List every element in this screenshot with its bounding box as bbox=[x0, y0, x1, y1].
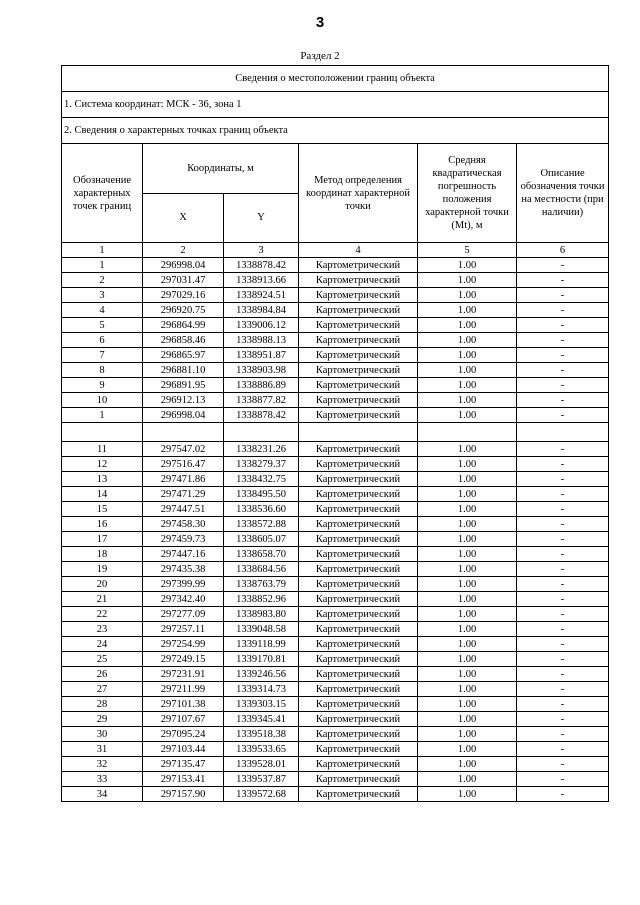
table-row bbox=[62, 757, 609, 772]
point-number: 30 bbox=[62, 727, 143, 742]
column-number: 6 bbox=[517, 243, 609, 258]
description: - bbox=[517, 517, 609, 532]
error: 1.00 bbox=[418, 333, 517, 348]
error: 1.00 bbox=[418, 502, 517, 517]
header-error: Средняя квадратическая погрешность положения характерной точки (Mt), м bbox=[418, 144, 517, 243]
error: 1.00 bbox=[418, 787, 517, 802]
table-row bbox=[62, 532, 609, 547]
coord-y: 1338924.51 bbox=[224, 288, 299, 303]
coord-x: 296998.04 bbox=[143, 408, 224, 423]
description: - bbox=[517, 742, 609, 757]
description: - bbox=[517, 787, 609, 802]
coord-y: 1338903.98 bbox=[224, 363, 299, 378]
points-title: 2. Сведения о характерных точках границ объекта bbox=[62, 118, 609, 144]
point-number: 31 bbox=[62, 742, 143, 757]
error: 1.00 bbox=[418, 742, 517, 757]
table-row bbox=[62, 517, 609, 532]
description: - bbox=[517, 652, 609, 667]
description: - bbox=[517, 442, 609, 457]
description: - bbox=[517, 697, 609, 712]
error: 1.00 bbox=[418, 442, 517, 457]
table-row bbox=[62, 318, 609, 333]
coord-x: 296881.10 bbox=[143, 363, 224, 378]
description: - bbox=[517, 502, 609, 517]
coord-y: 1338536.60 bbox=[224, 502, 299, 517]
table-row bbox=[62, 457, 609, 472]
coord-x: 297107.67 bbox=[143, 712, 224, 727]
method: Картометрический bbox=[299, 408, 418, 423]
description: - bbox=[517, 547, 609, 562]
empty-cell bbox=[224, 423, 299, 442]
coord-x: 297342.40 bbox=[143, 592, 224, 607]
method: Картометрический bbox=[299, 727, 418, 742]
empty-cell bbox=[418, 423, 517, 442]
header-coords: Координаты, м bbox=[143, 144, 299, 194]
method: Картометрический bbox=[299, 378, 418, 393]
point-number: 28 bbox=[62, 697, 143, 712]
coord-x: 297249.15 bbox=[143, 652, 224, 667]
point-number: 10 bbox=[62, 393, 143, 408]
table-row bbox=[62, 682, 609, 697]
point-number: 2 bbox=[62, 273, 143, 288]
point-number: 9 bbox=[62, 378, 143, 393]
error: 1.00 bbox=[418, 393, 517, 408]
point-number: 26 bbox=[62, 667, 143, 682]
coord-y: 1338983.80 bbox=[224, 607, 299, 622]
point-number: 27 bbox=[62, 682, 143, 697]
coord-x: 297135.47 bbox=[143, 757, 224, 772]
description: - bbox=[517, 408, 609, 423]
coord-y: 1339528.01 bbox=[224, 757, 299, 772]
coord-y: 1339314.73 bbox=[224, 682, 299, 697]
point-number: 7 bbox=[62, 348, 143, 363]
coord-y: 1338878.42 bbox=[224, 408, 299, 423]
method: Картометрический bbox=[299, 562, 418, 577]
coord-x: 296865.97 bbox=[143, 348, 224, 363]
error: 1.00 bbox=[418, 622, 517, 637]
error: 1.00 bbox=[418, 472, 517, 487]
error: 1.00 bbox=[418, 273, 517, 288]
point-number: 22 bbox=[62, 607, 143, 622]
description: - bbox=[517, 667, 609, 682]
coord-x: 296864.99 bbox=[143, 318, 224, 333]
point-number: 6 bbox=[62, 333, 143, 348]
description: - bbox=[517, 577, 609, 592]
page-number: 3 bbox=[315, 14, 325, 31]
coord-x: 297101.38 bbox=[143, 697, 224, 712]
method: Картометрический bbox=[299, 547, 418, 562]
error: 1.00 bbox=[418, 348, 517, 363]
coord-y: 1338878.42 bbox=[224, 258, 299, 273]
method: Картометрический bbox=[299, 577, 418, 592]
coord-y: 1338658.70 bbox=[224, 547, 299, 562]
coord-y: 1338913.66 bbox=[224, 273, 299, 288]
description: - bbox=[517, 318, 609, 333]
table-row bbox=[62, 727, 609, 742]
method: Картометрический bbox=[299, 532, 418, 547]
empty-cell bbox=[62, 423, 143, 442]
point-number: 15 bbox=[62, 502, 143, 517]
error: 1.00 bbox=[418, 757, 517, 772]
coord-y: 1339537.87 bbox=[224, 772, 299, 787]
table-row bbox=[62, 697, 609, 712]
table-row bbox=[62, 772, 609, 787]
table-row bbox=[62, 258, 609, 273]
method: Картометрический bbox=[299, 502, 418, 517]
error: 1.00 bbox=[418, 652, 517, 667]
method: Картометрический bbox=[299, 682, 418, 697]
column-number: 5 bbox=[418, 243, 517, 258]
error: 1.00 bbox=[418, 667, 517, 682]
coord-y: 1338763.79 bbox=[224, 577, 299, 592]
header-x: X bbox=[143, 193, 224, 243]
coord-y: 1338279.37 bbox=[224, 457, 299, 472]
coord-x: 297471.29 bbox=[143, 487, 224, 502]
point-number: 24 bbox=[62, 637, 143, 652]
table-row bbox=[62, 442, 609, 457]
error: 1.00 bbox=[418, 378, 517, 393]
table-row bbox=[62, 393, 609, 408]
method: Картометрический bbox=[299, 607, 418, 622]
coord-y: 1338984.84 bbox=[224, 303, 299, 318]
point-number: 14 bbox=[62, 487, 143, 502]
point-number: 19 bbox=[62, 562, 143, 577]
table-row bbox=[62, 408, 609, 423]
coord-x: 297157.90 bbox=[143, 787, 224, 802]
column-number: 1 bbox=[62, 243, 143, 258]
description: - bbox=[517, 772, 609, 787]
coord-x: 297153.41 bbox=[143, 772, 224, 787]
coord-y: 1339345.41 bbox=[224, 712, 299, 727]
point-number: 29 bbox=[62, 712, 143, 727]
coord-x: 297471.86 bbox=[143, 472, 224, 487]
description: - bbox=[517, 333, 609, 348]
method: Картометрический bbox=[299, 333, 418, 348]
point-number: 23 bbox=[62, 622, 143, 637]
point-number: 25 bbox=[62, 652, 143, 667]
coord-y: 1338231.26 bbox=[224, 442, 299, 457]
point-number: 8 bbox=[62, 363, 143, 378]
table-row bbox=[62, 742, 609, 757]
coord-y: 1339170.81 bbox=[224, 652, 299, 667]
error: 1.00 bbox=[418, 517, 517, 532]
empty-cell bbox=[517, 423, 609, 442]
method: Картометрический bbox=[299, 273, 418, 288]
method: Картометрический bbox=[299, 712, 418, 727]
description: - bbox=[517, 592, 609, 607]
coord-x: 297211.99 bbox=[143, 682, 224, 697]
header-description: Описание обозначения точки на местности (при наличии) bbox=[517, 144, 609, 243]
coord-x: 297277.09 bbox=[143, 607, 224, 622]
coord-y: 1339118.99 bbox=[224, 637, 299, 652]
description: - bbox=[517, 457, 609, 472]
column-number: 4 bbox=[299, 243, 418, 258]
table-row bbox=[62, 547, 609, 562]
table-row bbox=[62, 637, 609, 652]
table-row bbox=[62, 378, 609, 393]
method: Картометрический bbox=[299, 258, 418, 273]
description: - bbox=[517, 288, 609, 303]
coord-y: 1338684.56 bbox=[224, 562, 299, 577]
point-number: 5 bbox=[62, 318, 143, 333]
coord-y: 1338877.82 bbox=[224, 393, 299, 408]
coord-y: 1338886.89 bbox=[224, 378, 299, 393]
method: Картометрический bbox=[299, 652, 418, 667]
description: - bbox=[517, 757, 609, 772]
coord-x: 296920.75 bbox=[143, 303, 224, 318]
header-method: Метод определения координат характерной точки bbox=[299, 144, 418, 243]
empty-cell bbox=[299, 423, 418, 442]
coord-x: 297095.24 bbox=[143, 727, 224, 742]
point-number: 18 bbox=[62, 547, 143, 562]
point-number: 3 bbox=[62, 288, 143, 303]
method: Картометрический bbox=[299, 348, 418, 363]
method: Картометрический bbox=[299, 442, 418, 457]
error: 1.00 bbox=[418, 457, 517, 472]
method: Картометрический bbox=[299, 772, 418, 787]
table-row bbox=[62, 288, 609, 303]
coord-y: 1339006.12 bbox=[224, 318, 299, 333]
method: Картометрический bbox=[299, 667, 418, 682]
point-number: 11 bbox=[62, 442, 143, 457]
error: 1.00 bbox=[418, 772, 517, 787]
method: Картометрический bbox=[299, 787, 418, 802]
table-row bbox=[62, 667, 609, 682]
coord-y: 1339533.65 bbox=[224, 742, 299, 757]
method: Картометрический bbox=[299, 363, 418, 378]
description: - bbox=[517, 378, 609, 393]
point-number: 20 bbox=[62, 577, 143, 592]
method: Картометрический bbox=[299, 517, 418, 532]
error: 1.00 bbox=[418, 258, 517, 273]
error: 1.00 bbox=[418, 318, 517, 333]
table-row bbox=[62, 472, 609, 487]
error: 1.00 bbox=[418, 562, 517, 577]
table-row bbox=[62, 622, 609, 637]
coord-x: 296858.46 bbox=[143, 333, 224, 348]
method: Картометрический bbox=[299, 592, 418, 607]
description: - bbox=[517, 622, 609, 637]
method: Картометрический bbox=[299, 697, 418, 712]
description: - bbox=[517, 363, 609, 378]
coord-y: 1338572.88 bbox=[224, 517, 299, 532]
description: - bbox=[517, 472, 609, 487]
method: Картометрический bbox=[299, 303, 418, 318]
error: 1.00 bbox=[418, 682, 517, 697]
error: 1.00 bbox=[418, 712, 517, 727]
point-number: 13 bbox=[62, 472, 143, 487]
description: - bbox=[517, 348, 609, 363]
table-row bbox=[62, 607, 609, 622]
description: - bbox=[517, 487, 609, 502]
table-row bbox=[62, 333, 609, 348]
point-number: 32 bbox=[62, 757, 143, 772]
column-number: 2 bbox=[143, 243, 224, 258]
coord-y: 1339048.58 bbox=[224, 622, 299, 637]
coord-y: 1338605.07 bbox=[224, 532, 299, 547]
coord-y: 1338951.87 bbox=[224, 348, 299, 363]
table-row bbox=[62, 303, 609, 318]
coord-x: 297516.47 bbox=[143, 457, 224, 472]
table-title: Сведения о местоположении границ объекта bbox=[62, 66, 609, 92]
description: - bbox=[517, 273, 609, 288]
column-number: 3 bbox=[224, 243, 299, 258]
error: 1.00 bbox=[418, 303, 517, 318]
description: - bbox=[517, 258, 609, 273]
table-row bbox=[62, 592, 609, 607]
coord-x: 297399.99 bbox=[143, 577, 224, 592]
header-y: Y bbox=[224, 193, 299, 243]
table-row bbox=[62, 562, 609, 577]
error: 1.00 bbox=[418, 727, 517, 742]
coord-y: 1338852.96 bbox=[224, 592, 299, 607]
error: 1.00 bbox=[418, 487, 517, 502]
error: 1.00 bbox=[418, 532, 517, 547]
error: 1.00 bbox=[418, 607, 517, 622]
table-row bbox=[62, 502, 609, 517]
point-number: 1 bbox=[62, 408, 143, 423]
coord-y: 1339572.68 bbox=[224, 787, 299, 802]
method: Картометрический bbox=[299, 318, 418, 333]
description: - bbox=[517, 727, 609, 742]
method: Картометрический bbox=[299, 472, 418, 487]
description: - bbox=[517, 532, 609, 547]
description: - bbox=[517, 607, 609, 622]
coord-x: 297029.16 bbox=[143, 288, 224, 303]
table-row bbox=[62, 487, 609, 502]
column-numbers-row bbox=[62, 243, 609, 258]
method: Картометрический bbox=[299, 393, 418, 408]
table-row bbox=[62, 273, 609, 288]
coord-y: 1339303.15 bbox=[224, 697, 299, 712]
coord-x: 297435.38 bbox=[143, 562, 224, 577]
coord-x: 297447.16 bbox=[143, 547, 224, 562]
point-number: 17 bbox=[62, 532, 143, 547]
point-number: 4 bbox=[62, 303, 143, 318]
coord-y: 1338495.50 bbox=[224, 487, 299, 502]
method: Картометрический bbox=[299, 622, 418, 637]
coord-y: 1339246.56 bbox=[224, 667, 299, 682]
description: - bbox=[517, 637, 609, 652]
coord-y: 1338988.13 bbox=[224, 333, 299, 348]
description: - bbox=[517, 712, 609, 727]
point-number: 16 bbox=[62, 517, 143, 532]
coord-x: 296912.13 bbox=[143, 393, 224, 408]
coord-x: 297103.44 bbox=[143, 742, 224, 757]
coord-x: 297254.99 bbox=[143, 637, 224, 652]
coord-x: 296998.04 bbox=[143, 258, 224, 273]
coord-x: 297231.91 bbox=[143, 667, 224, 682]
coord-x: 297031.47 bbox=[143, 273, 224, 288]
point-number: 21 bbox=[62, 592, 143, 607]
table-row bbox=[62, 577, 609, 592]
boundary-table bbox=[61, 65, 609, 802]
table-row bbox=[62, 787, 609, 802]
table-row bbox=[62, 363, 609, 378]
method: Картометрический bbox=[299, 757, 418, 772]
error: 1.00 bbox=[418, 547, 517, 562]
coord-system: 1. Система координат: МСК - 36, зона 1 bbox=[62, 92, 609, 118]
error: 1.00 bbox=[418, 408, 517, 423]
description: - bbox=[517, 303, 609, 318]
table-row bbox=[62, 348, 609, 363]
description: - bbox=[517, 682, 609, 697]
point-number: 34 bbox=[62, 787, 143, 802]
method: Картометрический bbox=[299, 637, 418, 652]
coord-y: 1339518.38 bbox=[224, 727, 299, 742]
coord-x: 297459.73 bbox=[143, 532, 224, 547]
error: 1.00 bbox=[418, 577, 517, 592]
method: Картометрический bbox=[299, 288, 418, 303]
error: 1.00 bbox=[418, 697, 517, 712]
coord-x: 297447.51 bbox=[143, 502, 224, 517]
method: Картометрический bbox=[299, 457, 418, 472]
section-title: Раздел 2 bbox=[300, 50, 340, 62]
separator-row bbox=[62, 423, 609, 442]
error: 1.00 bbox=[418, 363, 517, 378]
coord-x: 297257.11 bbox=[143, 622, 224, 637]
error: 1.00 bbox=[418, 288, 517, 303]
point-number: 12 bbox=[62, 457, 143, 472]
header-designation: Обозначение характерных точек границ bbox=[62, 144, 143, 243]
description: - bbox=[517, 393, 609, 408]
table-row bbox=[62, 652, 609, 667]
description: - bbox=[517, 562, 609, 577]
point-number: 1 bbox=[62, 258, 143, 273]
method: Картометрический bbox=[299, 487, 418, 502]
coord-x: 297458.30 bbox=[143, 517, 224, 532]
point-number: 33 bbox=[62, 772, 143, 787]
empty-cell bbox=[143, 423, 224, 442]
error: 1.00 bbox=[418, 637, 517, 652]
error: 1.00 bbox=[418, 592, 517, 607]
table-row bbox=[62, 712, 609, 727]
coord-y: 1338432.75 bbox=[224, 472, 299, 487]
coord-x: 296891.95 bbox=[143, 378, 224, 393]
method: Картометрический bbox=[299, 742, 418, 757]
coord-x: 297547.02 bbox=[143, 442, 224, 457]
